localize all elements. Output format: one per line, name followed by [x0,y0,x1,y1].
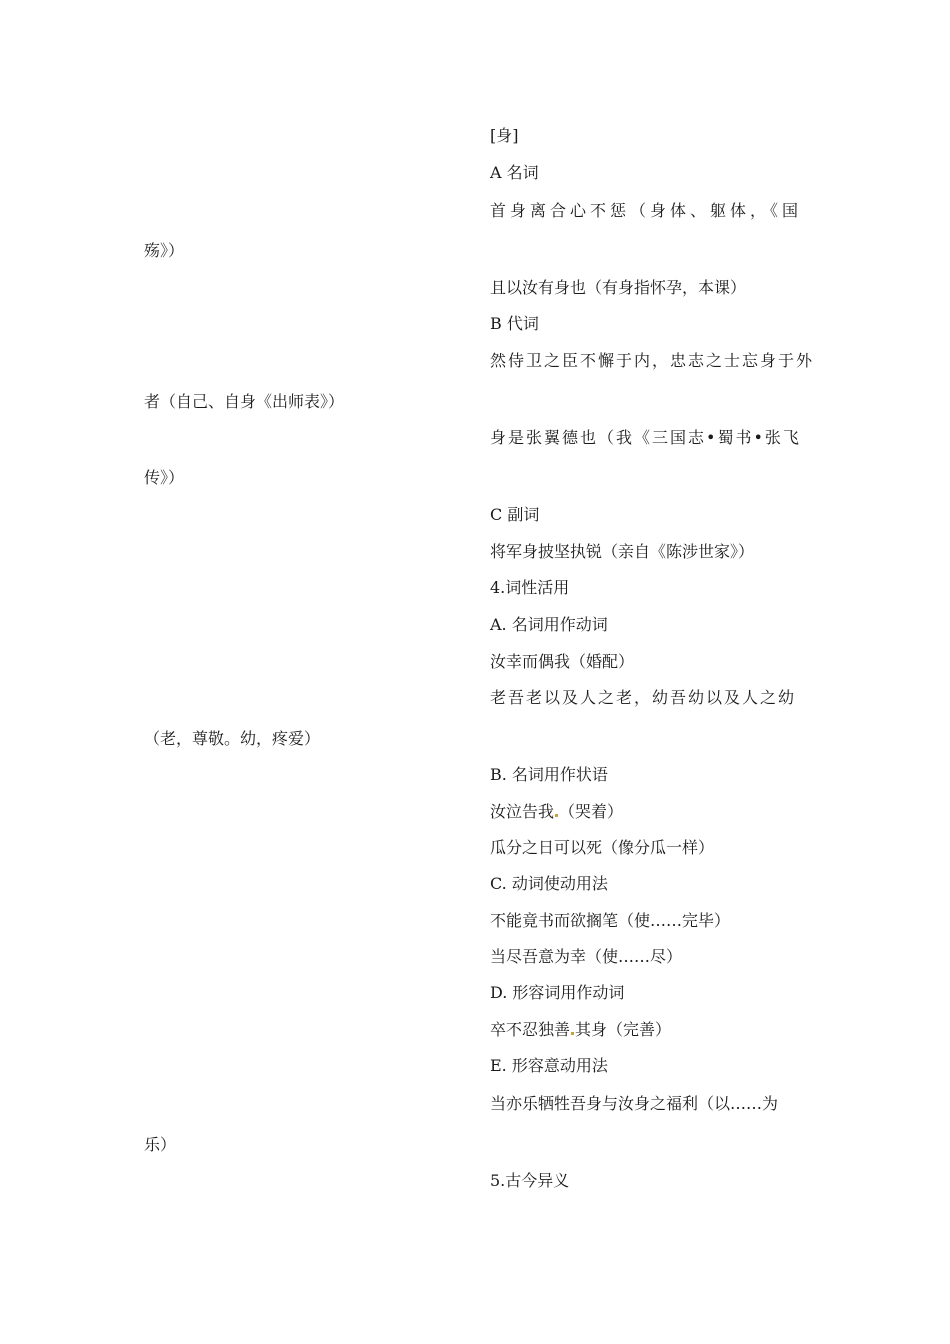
text-line: 身是张翼德也（我《三国志•蜀书•张飞 [490,428,801,447]
text-line: 且以汝有身也（有身指怀孕，本课） [490,278,747,297]
text-line: 当亦乐牺牲吾身与汝身之福利（以……为 [490,1094,779,1113]
text-line: 传》） [144,468,185,487]
text-line: 者（自己、自身《出师表》） [144,392,345,411]
text-line: 不能竟书而欲搁笔（使……完毕） [490,911,731,930]
text-line: 汝幸而偶我（婚配） [490,652,635,671]
text-line: （老，尊敬。幼，疼爱） [144,729,321,748]
text-line: 当尽吾意为幸（使……尽） [490,947,683,966]
subheading: E. 形容意动用法 [490,1056,608,1075]
text-line [490,1020,671,1040]
subheading-pronoun: B 代词 [490,314,539,333]
text-segment: （哭着） [559,802,624,821]
text-line: 将军身披坚执锐（亲自《陈涉世家》） [490,542,755,561]
subheading: A. 名词用作动词 [490,615,608,634]
text-line: 然侍卫之臣不懈于内，忠志之士忘身于外 [490,351,815,370]
mark-dot [571,1032,574,1035]
subheading: C. 动词使动用法 [490,874,608,893]
subheading: D. 形容词用作动词 [490,983,625,1002]
subheading: B. 名词用作状语 [490,765,608,784]
text-segment: 汝泣告我 [490,802,555,821]
section-heading: 5.古今异义 [490,1171,570,1190]
text-line: 瓜分之日可以死（像分瓜一样） [490,838,715,857]
text-line: 乐） [144,1135,177,1154]
text-line: 殇》） [144,241,185,260]
mark-dot [555,814,558,817]
heading-shen: [身] [490,126,519,145]
text-segment: 卒不忍独善 [490,1020,571,1039]
subheading-noun: A 名词 [490,163,539,182]
subheading-adverb: C 副词 [490,505,540,524]
section-heading: 4.词性活用 [490,578,570,597]
text-segment: 其身（完善） [575,1020,672,1039]
text-line [490,802,623,822]
text-line: 老吾老以及人之老，幼吾幼以及人之幼 [490,688,797,707]
text-line: 首身离合心不惩（身体、躯体，《国 [490,201,803,220]
